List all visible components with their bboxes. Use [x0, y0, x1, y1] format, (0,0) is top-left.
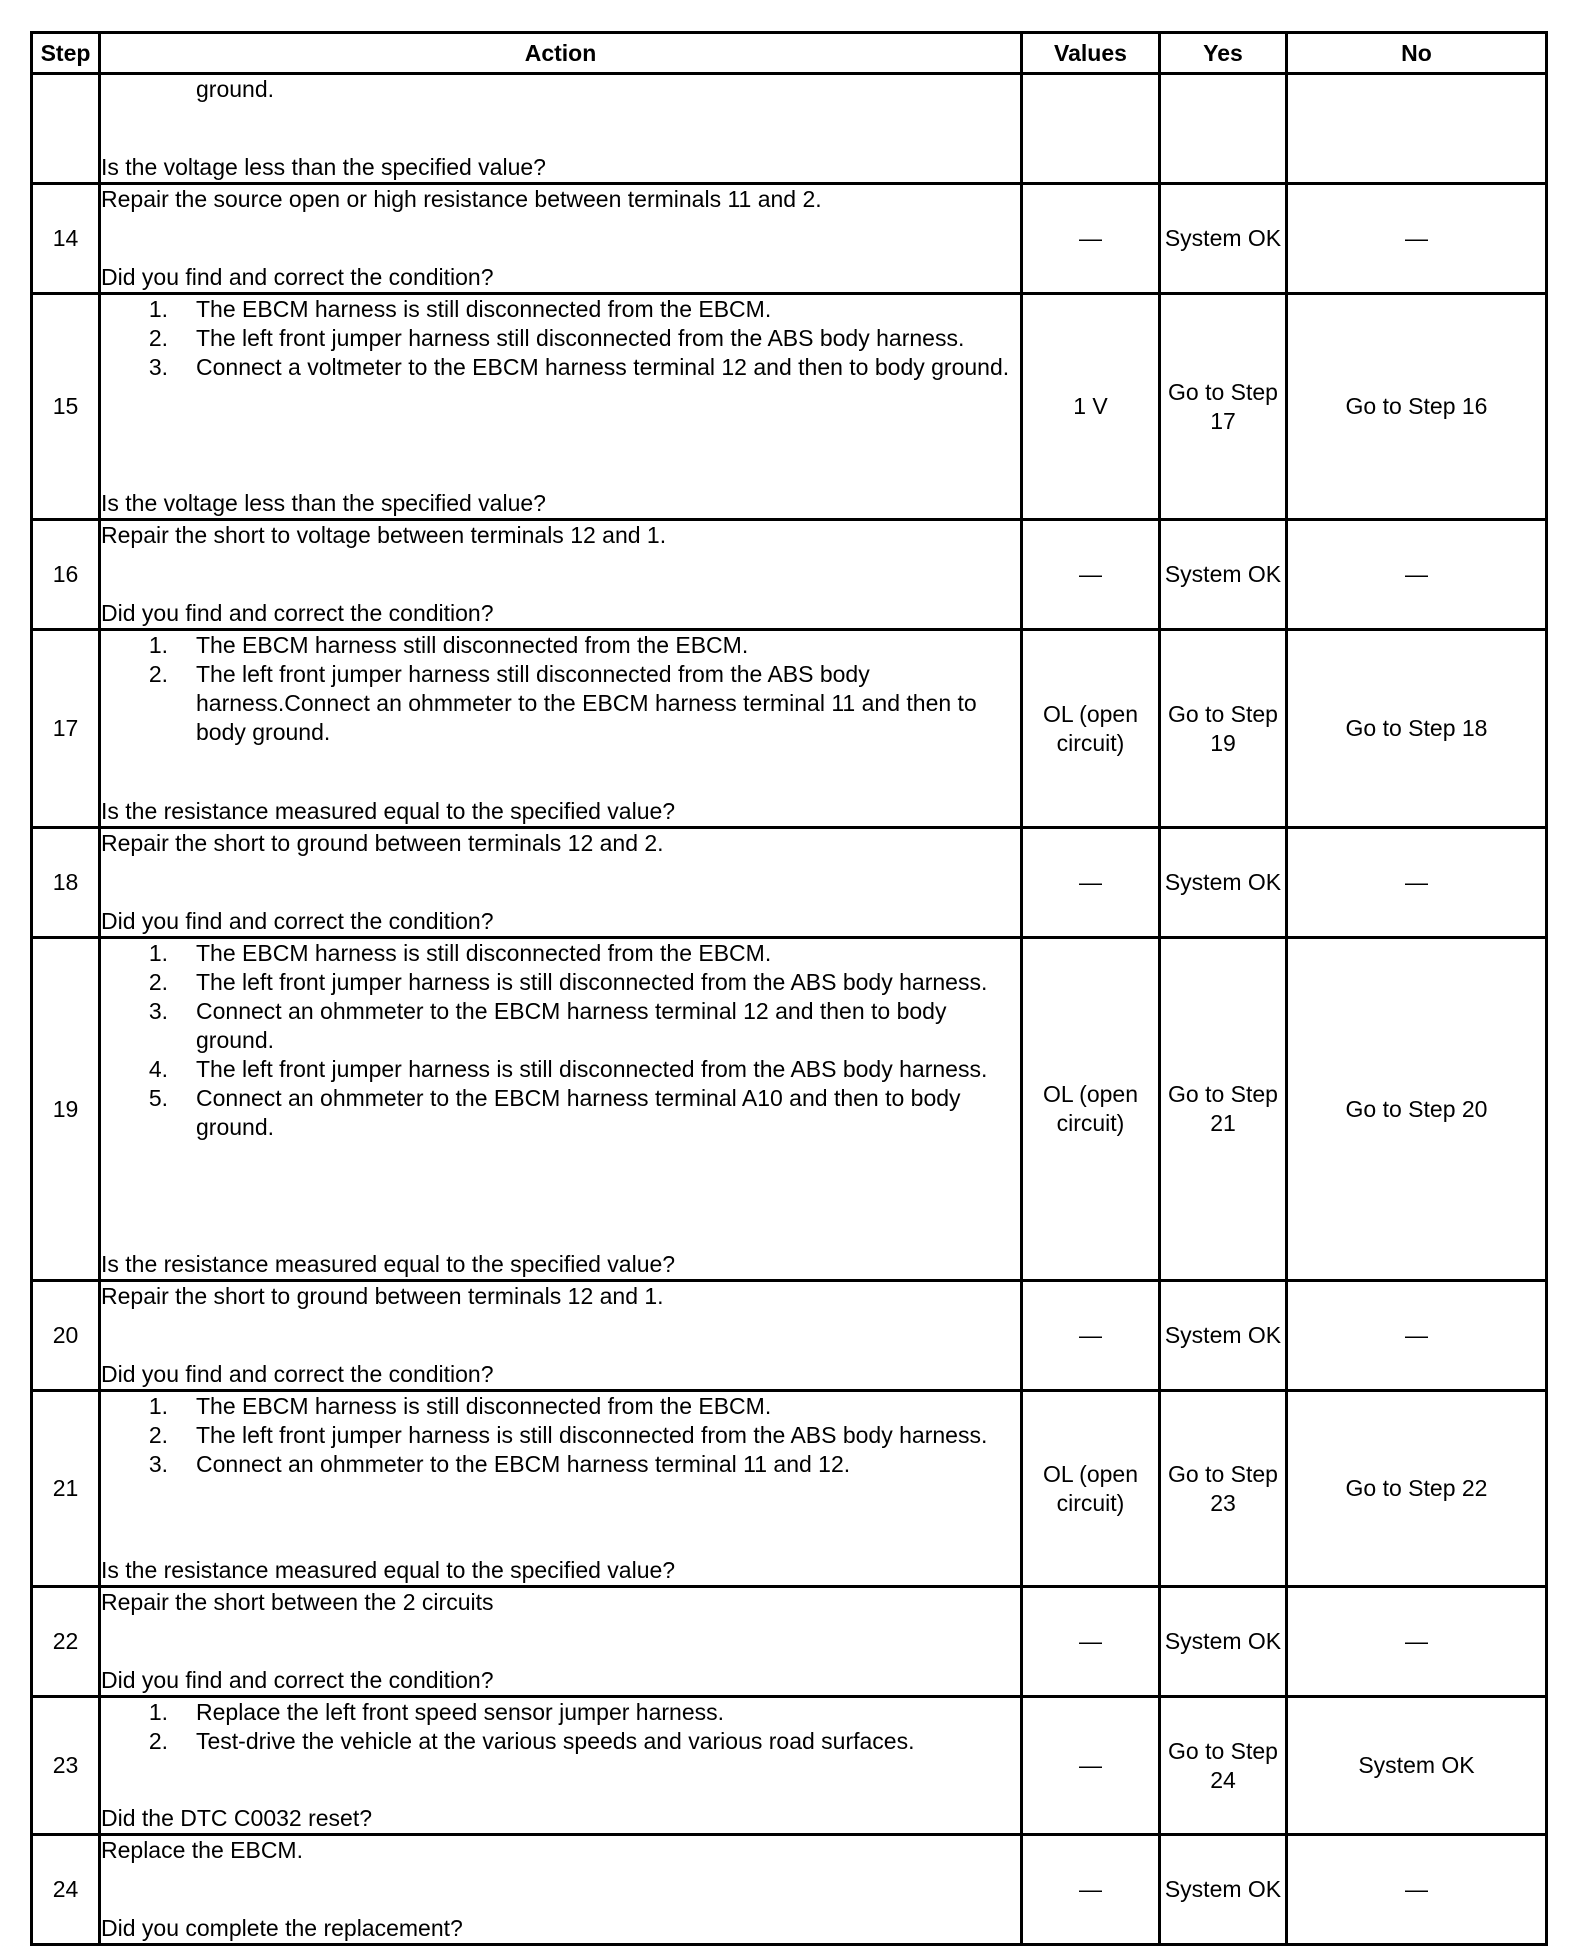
step-number: 15 [32, 294, 100, 520]
no-cell [1287, 520, 1547, 630]
yes-result: Go to Step 24 [1160, 1697, 1287, 1835]
action-question: Did you find and correct the condition? [101, 600, 494, 626]
action-list [101, 1392, 1020, 1479]
yes-result: Go to Step 17 [1160, 294, 1287, 520]
specified-value: OL (open circuit) [1022, 630, 1160, 828]
step-cell [32, 74, 100, 184]
dash-value: — [1079, 1876, 1102, 1902]
yes-result: Go to Step 21 [1160, 938, 1287, 1281]
action-continued-text: ground. [196, 76, 275, 102]
yes-result: Go to Step 23 [1160, 1391, 1287, 1587]
table-row-17 [32, 630, 1547, 828]
diagnostic-table [30, 31, 1548, 1946]
list-item: 1. The EBCM harness is still disconnected from the EBCM. [148, 940, 772, 966]
no-cell [1287, 74, 1547, 184]
action-cell [100, 1697, 1022, 1835]
action-cell [100, 520, 1022, 630]
step-number: 24 [32, 1835, 100, 1945]
header-row [32, 33, 1547, 74]
list-item: 4. The left front jumper harness is still disconnected from the ABS body harness. [148, 1056, 988, 1082]
yes-result: System OK [1160, 184, 1287, 294]
action-text: Repair the short to ground between terminals 12 and 1. [101, 1283, 664, 1309]
step-number: 20 [32, 1281, 100, 1391]
specified-value: OL (open circuit) [1022, 938, 1160, 1281]
dash-value: — [1079, 1628, 1102, 1654]
action-cell [100, 1587, 1022, 1697]
action-list [101, 939, 1020, 1142]
values-cell [1022, 74, 1160, 184]
action-question: Did the DTC C0032 reset? [101, 1805, 373, 1831]
list-item: 2. The left front jumper harness still disconnected from the ABS body harness.Connect an ohmmeter to the EBCM harness terminal 11 and then to body ground. [148, 661, 977, 745]
list-item: 2. The left front jumper harness still disconnected from the ABS body harness. [148, 325, 965, 351]
dash-value: — [1079, 561, 1102, 587]
step-number: 16 [32, 520, 100, 630]
list-item: 1. Replace the left front speed sensor jumper harness. [148, 1699, 725, 1725]
action-text: Repair the short between the 2 circuits [101, 1589, 494, 1615]
table-row-13-cont [32, 74, 1547, 184]
dash-value: — [1079, 1322, 1102, 1348]
action-question: Is the resistance measured equal to the specified value? [101, 1251, 676, 1277]
action-cell [100, 294, 1022, 520]
list-item: 3. Connect a voltmeter to the EBCM harness terminal 12 and then to body ground. [148, 354, 1010, 380]
step-number: 19 [32, 938, 100, 1281]
list-item: 2. Test-drive the vehicle at the various speeds and various road surfaces. [148, 1728, 915, 1754]
step-number: 18 [32, 828, 100, 938]
yes-result: System OK [1160, 1281, 1287, 1391]
values-cell [1022, 184, 1160, 294]
action-list [101, 295, 1020, 382]
dash-value: — [1405, 1876, 1428, 1902]
header-step: Step [32, 33, 100, 74]
action-question: Did you complete the replacement? [101, 1915, 463, 1941]
no-cell [1287, 1835, 1547, 1945]
header-values: Values [1022, 33, 1160, 74]
action-cell [100, 828, 1022, 938]
action-text: Repair the short to voltage between terminals 12 and 1. [101, 522, 667, 548]
table-row-24 [32, 1835, 1547, 1945]
action-text: Repair the short to ground between terminals 12 and 2. [101, 830, 664, 856]
values-cell [1022, 828, 1160, 938]
table-row-15 [32, 294, 1547, 520]
yes-result: System OK [1160, 828, 1287, 938]
no-result: Go to Step 16 [1287, 294, 1547, 520]
list-item: 1. The EBCM harness still disconnected from the EBCM. [148, 632, 749, 658]
header-yes: Yes [1160, 33, 1287, 74]
step-number: 23 [32, 1697, 100, 1835]
header-no: No [1287, 33, 1547, 74]
header-action: Action [100, 33, 1022, 74]
no-result: Go to Step 18 [1287, 630, 1547, 828]
table-row-21 [32, 1391, 1547, 1587]
no-result: Go to Step 20 [1287, 938, 1547, 1281]
action-cell [100, 184, 1022, 294]
step-number: 21 [32, 1391, 100, 1587]
action-question: Is the voltage less than the specified value? [101, 490, 546, 516]
no-cell [1287, 1281, 1547, 1391]
step-number: 22 [32, 1587, 100, 1697]
dash-value: — [1079, 869, 1102, 895]
action-list [101, 631, 1020, 747]
table-row-19 [32, 938, 1547, 1281]
table-row-22 [32, 1587, 1547, 1697]
yes-result: Go to Step 19 [1160, 630, 1287, 828]
values-cell [1022, 1587, 1160, 1697]
action-list [101, 1698, 1020, 1756]
yes-result: System OK [1160, 1835, 1287, 1945]
no-cell [1287, 828, 1547, 938]
table-row-20 [32, 1281, 1547, 1391]
action-question: Did you find and correct the condition? [101, 264, 494, 290]
no-cell [1287, 184, 1547, 294]
action-cell [100, 74, 1022, 184]
action-text: Repair the source open or high resistance between terminals 11 and 2. [101, 186, 822, 212]
yes-result: System OK [1160, 520, 1287, 630]
list-item: 2. The left front jumper harness is still disconnected from the ABS body harness. [148, 1422, 988, 1448]
no-cell [1287, 1587, 1547, 1697]
yes-cell [1160, 74, 1287, 184]
action-cell [100, 630, 1022, 828]
specified-value: 1 V [1022, 294, 1160, 520]
action-question: Is the voltage less than the specified value? [101, 154, 546, 180]
specified-value: OL (open circuit) [1022, 1391, 1160, 1587]
no-result: System OK [1287, 1697, 1547, 1835]
action-question: Did you find and correct the condition? [101, 1667, 494, 1693]
step-number: 17 [32, 630, 100, 828]
action-question: Did you find and correct the condition? [101, 1361, 494, 1387]
table-row-16 [32, 520, 1547, 630]
dash-value: — [1405, 1628, 1428, 1654]
action-cell [100, 1281, 1022, 1391]
list-item: 2. The left front jumper harness is still disconnected from the ABS body harness. [148, 969, 988, 995]
action-cell [100, 1391, 1022, 1587]
action-question: Is the resistance measured equal to the specified value? [101, 798, 676, 824]
action-cell [100, 938, 1022, 1281]
values-cell [1022, 1697, 1160, 1835]
values-cell [1022, 1281, 1160, 1391]
dash-value: — [1079, 1752, 1102, 1778]
table-row-23 [32, 1697, 1547, 1835]
list-item: 1. The EBCM harness is still disconnected from the EBCM. [148, 296, 772, 322]
values-cell [1022, 1835, 1160, 1945]
action-cell [100, 1835, 1022, 1945]
list-item: 1. The EBCM harness is still disconnected from the EBCM. [148, 1393, 772, 1419]
dash-value: — [1405, 1322, 1428, 1348]
action-question: Is the resistance measured equal to the specified value? [101, 1557, 676, 1583]
list-item: 3. Connect an ohmmeter to the EBCM harness terminal 12 and then to body ground. [148, 998, 947, 1053]
action-text: Replace the EBCM. [101, 1837, 303, 1863]
dash-value: — [1405, 561, 1428, 587]
yes-result: System OK [1160, 1587, 1287, 1697]
dash-value: — [1405, 869, 1428, 895]
step-number: 14 [32, 184, 100, 294]
values-cell [1022, 520, 1160, 630]
no-result: Go to Step 22 [1287, 1391, 1547, 1587]
list-item: 5. Connect an ohmmeter to the EBCM harness terminal A10 and then to body ground. [148, 1085, 961, 1140]
table-row-18 [32, 828, 1547, 938]
table-row-14 [32, 184, 1547, 294]
dash-value: — [1079, 225, 1102, 251]
dash-value: — [1405, 225, 1428, 251]
action-question: Did you find and correct the condition? [101, 908, 494, 934]
list-item: 3. Connect an ohmmeter to the EBCM harness terminal 11 and 12. [148, 1451, 851, 1477]
